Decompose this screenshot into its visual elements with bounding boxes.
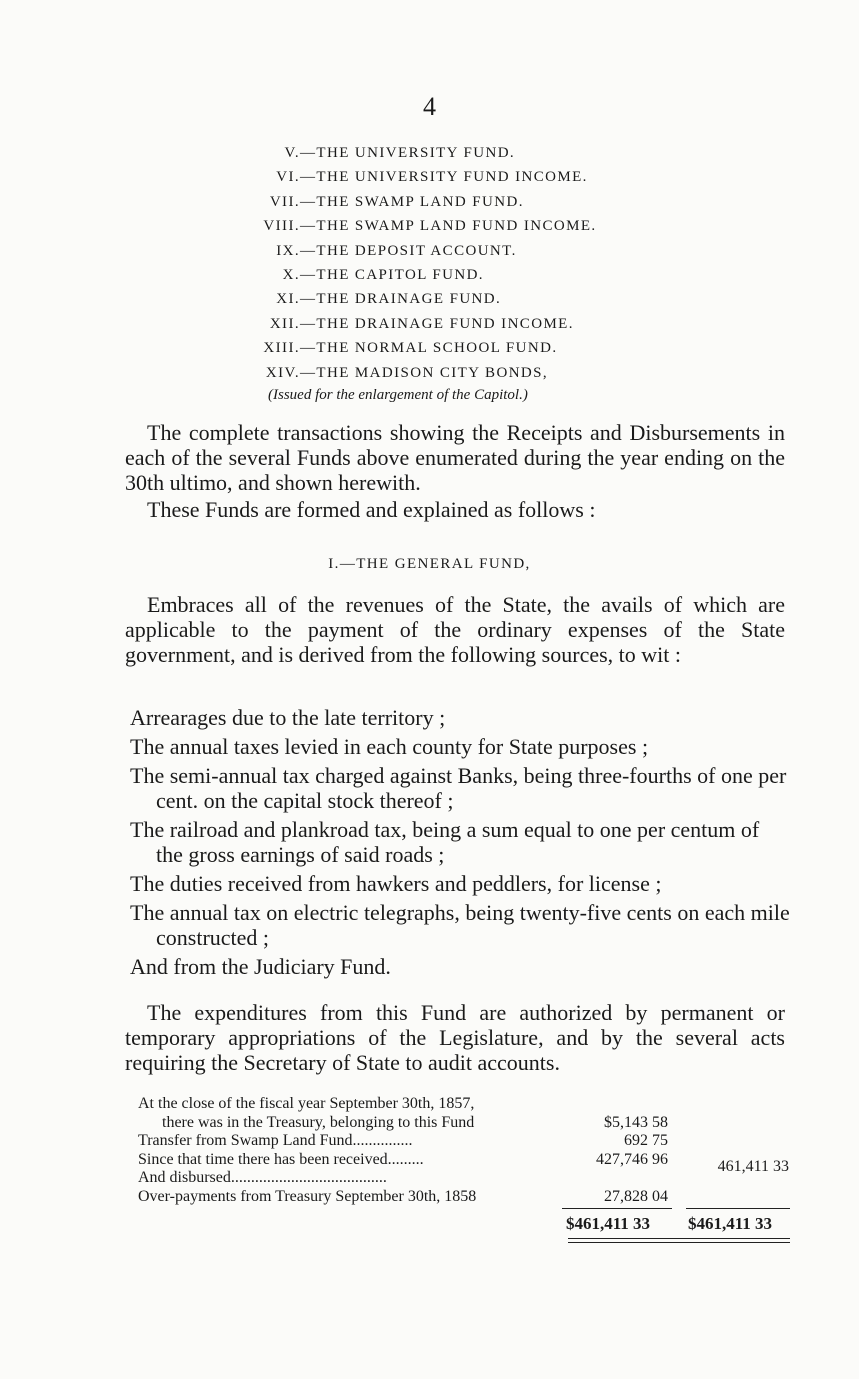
double-rule-top [568, 1238, 790, 1239]
total-right: $461,411 33 [688, 1214, 773, 1233]
section-heading: I.—THE GENERAL FUND, [328, 556, 531, 572]
fund-item [150, 145, 710, 169]
fund-number: XI. [276, 291, 300, 308]
account-row [138, 1095, 798, 1114]
fund-item [150, 365, 710, 389]
account-amount: 27,828 04 [604, 1187, 668, 1205]
source-item: The annual tax on electric telegraphs, being twenty-five cents on each mile constructed ; [130, 900, 790, 950]
account-label: At the close of the fiscal year September 30th, 1857, [138, 1095, 475, 1112]
disbursed-amount: 461,411 33 [717, 1158, 789, 1175]
fund-name: —THE UNIVERSITY FUND. [300, 145, 516, 161]
fund-name: —THE SWAMP LAND FUND. [300, 193, 524, 210]
fund-name: —THE DEPOSIT ACCOUNT. [300, 242, 517, 259]
source-list [130, 705, 790, 983]
account-row [138, 1188, 798, 1207]
fund-name: —THE MADISON CITY BONDS, [300, 364, 549, 381]
source-item: And from the Judiciary Fund. [130, 954, 391, 979]
fund-item [150, 316, 710, 340]
account-row [138, 1132, 798, 1151]
fund-item [150, 291, 710, 315]
fund-number: V. [284, 145, 300, 161]
fund-number: VII. [269, 193, 300, 210]
account-label: Over-payments from Treasury September 30th, 1858 [138, 1187, 477, 1205]
fund-number: XII. [269, 315, 300, 332]
fund-number: X. [282, 266, 300, 283]
divider [562, 1208, 672, 1209]
fund-item [150, 169, 710, 193]
source-item: The railroad and plankroad tax, being a sum equal to one per centum of the gross earnings of said roads ; [130, 817, 760, 867]
source-item: Arrearages due to the late territory ; [130, 705, 446, 730]
fund-name: —THE UNIVERSITY FUND INCOME. [300, 169, 588, 186]
fund-number: VI. [276, 169, 300, 186]
total-left: $461,411 33 [566, 1214, 651, 1233]
fund-item [150, 218, 710, 242]
fund-item [150, 194, 710, 218]
source-item: The semi-annual tax charged against Banks, being three-fourths of one per cent. on the capital stock thereof ; [130, 763, 787, 813]
general-fund-paragraph [125, 592, 785, 667]
account-amount: 692 75 [624, 1132, 668, 1149]
double-rule-bottom [568, 1242, 790, 1243]
fund-number: XIII. [263, 340, 300, 357]
fund-item [150, 243, 710, 267]
account-label: there was in the Treasury, belonging to this Fund [162, 1113, 475, 1131]
account-row [138, 1151, 798, 1170]
account-row [138, 1114, 798, 1133]
source-item: The annual taxes levied in each county for State purposes ; [130, 734, 649, 759]
fund-note: (Issued for the enlargement of the Capitol.) [268, 386, 528, 403]
source-item: The duties received from hawkers and peddlers, for license ; [130, 871, 662, 896]
fund-number: XIV. [265, 364, 300, 381]
fund-item [150, 267, 710, 291]
fund-number: IX. [276, 242, 300, 259]
intro-paragraph-2 [125, 497, 785, 522]
account-amount: 427,746 96 [596, 1150, 668, 1168]
fund-list [150, 145, 710, 404]
expenditures-paragraph [125, 1000, 785, 1075]
general-fund-paragraph-text: Embraces all of the revenues of the State, the avails of which are applicable to the payment of the ordinary expenses of the State government, and is derived from the following sources, to wit : [125, 592, 785, 667]
intro-paragraph-2-text: These Funds are formed and explained as follows : [147, 497, 596, 522]
account-label: And disbursed....................................... [138, 1169, 387, 1186]
intro-paragraph-text: The complete transactions showing the Receipts and Disbursements in each of the several Funds above enumerated during the year ending on the 30th ultimo, and shown herewith. [125, 420, 785, 495]
account-label: Since that time there has been received......... [138, 1150, 424, 1168]
account-label: Transfer from Swamp Land Fund............... [138, 1132, 413, 1149]
accounts-table [138, 1095, 798, 1206]
account-row [138, 1169, 798, 1188]
fund-name: —THE NORMAL SCHOOL FUND. [300, 340, 558, 357]
fund-name: —THE DRAINAGE FUND INCOME. [300, 315, 574, 332]
fund-name: —THE SWAMP LAND FUND INCOME. [300, 218, 597, 235]
fund-name: —THE CAPITOL FUND. [300, 266, 484, 283]
fund-number: VIII. [263, 218, 300, 235]
intro-paragraph [125, 420, 785, 495]
fund-item [150, 340, 710, 364]
expenditures-paragraph-text: The expenditures from this Fund are authorized by permanent or temporary appropriations of the Legislature, and by the several acts requiring the Secretary of State to audit accounts. [125, 1000, 785, 1075]
divider [686, 1208, 790, 1209]
page-number: 4 [423, 92, 436, 121]
account-amount: $5,143 58 [604, 1113, 668, 1131]
fund-name: —THE DRAINAGE FUND. [300, 291, 502, 308]
